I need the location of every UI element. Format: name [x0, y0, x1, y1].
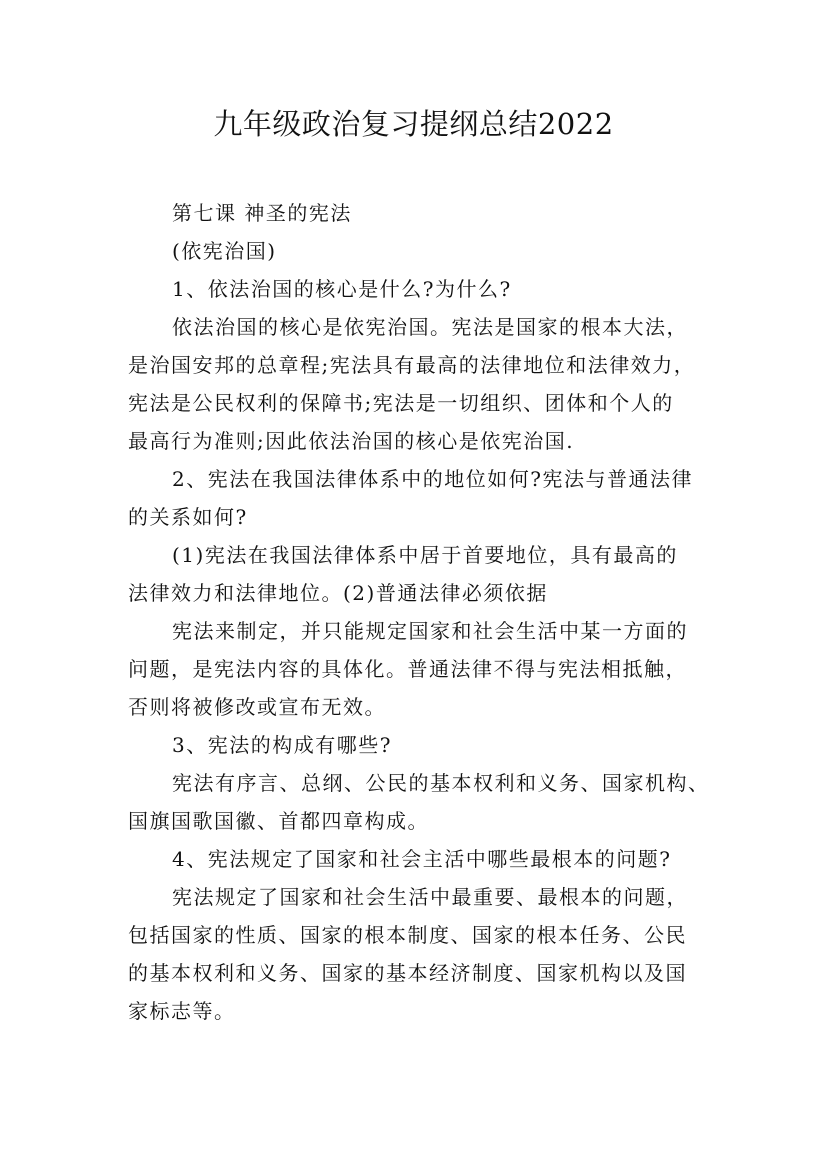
answer-1-line-4: 最高行为准则;因此依法治国的核心是依宪治国.: [128, 429, 575, 453]
answer-2-line-4: 问题，是宪法内容的具体化。普通法律不得与宪法相抵触，: [128, 657, 687, 681]
question-1: 1、依法治国的核心是什么?为什么?: [172, 277, 512, 301]
answer-2-line-2: 法律效力和法律地位。(2)普通法律必须依据: [128, 581, 548, 605]
question-2-line-2: 的关系如何?: [128, 505, 248, 529]
answer-2-line-3: 宪法来制定，并只能规定国家和社会生活中某一方面的: [172, 619, 688, 643]
lesson-heading: 第七课 神圣的宪法: [172, 201, 352, 225]
question-4: 4、宪法规定了国家和社会主活中哪些最根本的问题?: [172, 847, 672, 871]
answer-3-line-1: 宪法有序言、总纲、公民的基本权利和义务、国家机构、: [172, 771, 710, 795]
answer-2-line-1: (1)宪法在我国法律体系中居于首要地位，具有最高的: [172, 543, 678, 567]
answer-4-line-3: 的基本权利和义务、国家的基本经济制度、国家机构以及国: [128, 961, 687, 985]
answer-1-line-3: 宪法是公民权利的保障书;宪法是一切组织、团体和个人的: [128, 391, 674, 415]
answer-2-line-5: 否则将被修改或宣布无效。: [128, 695, 386, 719]
answer-4-line-1: 宪法规定了国家和社会生活中最重要、最根本的问题，: [172, 885, 688, 909]
section-subheading: (依宪治国): [172, 239, 277, 263]
answer-3-line-2: 国旗国歌国徽、首都四章构成。: [128, 809, 429, 833]
answer-1-line-1: 依法治国的核心是依宪治国。宪法是国家的根本大法，: [172, 315, 688, 339]
answer-1-line-2: 是治国安邦的总章程;宪法具有最高的法律地位和法律效力，: [128, 353, 696, 377]
question-2-line-1: 2、宪法在我国法律体系中的地位如何?宪法与普通法律: [172, 467, 693, 491]
question-3: 3、宪法的构成有哪些?: [172, 733, 392, 757]
answer-4-line-2: 包括国家的性质、国家的根本制度、国家的根本任务、公民: [128, 923, 687, 947]
answer-4-line-4: 家标志等。: [128, 999, 236, 1023]
document-title: 九年级政治复习提纲总结2022: [213, 107, 614, 141]
document-body: [128, 196, 710, 1028]
